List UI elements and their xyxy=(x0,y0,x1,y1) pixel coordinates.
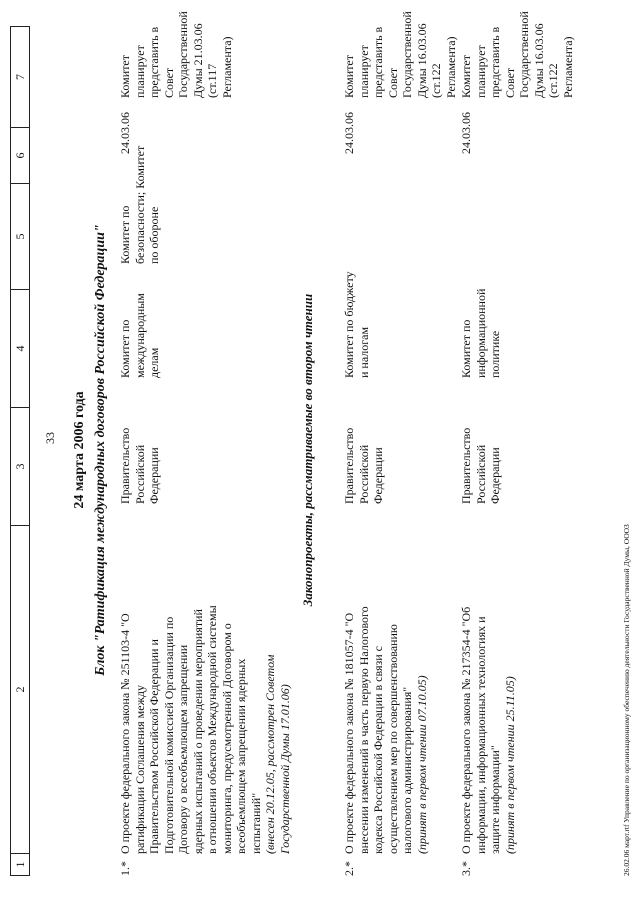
date-cell: 24.03.06 xyxy=(118,112,132,154)
bill-note: (принят в первом чтении 07.10.05) xyxy=(414,675,429,854)
row-number: 2.* xyxy=(342,861,356,876)
column-header-row xyxy=(10,26,30,876)
initiator: Правительство Российской Федерации xyxy=(342,427,385,504)
date-heading: 24 марта 2006 года xyxy=(72,391,87,509)
status-note: Комитет планирует представить в Совет Государственной Думы 16.03.06 (ст.122 Регламента) xyxy=(342,11,458,98)
co-committee: Комитет по безопасности; Комитет по обороне xyxy=(118,145,161,264)
bill-description xyxy=(118,604,292,854)
responsible-committee: Комитет по бюджету и налогам xyxy=(342,271,371,378)
bill-title: О проекте федерального закона № 251103-4 "О ратификации Соглашения между Правительством Российской Федерации и Подготовительной комиссией Организации по Договору о всеобъемлющем запрещении ядерных испытаний о проведении мероприятий в отношении объектов Международной системы мониторинга, предусмотренной Договором о всеобъемлющем запрещении ядерных испытаний" xyxy=(118,605,263,854)
bill-description xyxy=(342,604,429,854)
column-header: 6 xyxy=(11,127,29,183)
column-header: 3 xyxy=(11,407,29,525)
responsible-committee: Комитет по международным делам xyxy=(118,293,161,378)
column-header: 7 xyxy=(12,74,27,80)
date-cell: 24.03.06 xyxy=(459,112,473,154)
column-header: 4 xyxy=(11,289,29,407)
initiator: Правительство Российской Федерации xyxy=(118,427,161,504)
row-number: 1.* xyxy=(118,861,132,876)
page-number: 33 xyxy=(43,432,57,444)
row-number: 3.* xyxy=(459,861,473,876)
bill-title: О проекте федерального закона № 217354-4 "Об информации, информационных технологиях и защите информации" xyxy=(459,606,502,854)
initiator: Правительство Российской Федерации xyxy=(459,427,502,504)
bill-description xyxy=(459,604,517,854)
responsible-committee: Комитет по информационной политике xyxy=(459,288,502,378)
column-header: 2 xyxy=(11,525,29,853)
date-cell: 24.03.06 xyxy=(342,112,356,154)
bill-note: (внесен 20.12.05, рассмотрен Советом Государственной Думы 17.01.06) xyxy=(263,654,292,854)
bill-note: (принят в первом чтении 25.11.05) xyxy=(502,676,517,854)
bill-title: О проекте федерального закона № 181057-4 "О внесении изменений в часть первую Налогового кодекса Российской Федерации в связи с осуществлением мер по совершенствованию налогового администрирования" xyxy=(342,606,414,854)
status-note: Комитет планирует представить в Совет Государственной Думы 16.03.06 (ст.122 Регламента) xyxy=(459,11,575,98)
column-header: 5 xyxy=(11,183,29,289)
column-header: 1 xyxy=(11,853,29,875)
status-note: Комитет планирует представить в Совет Государственной Думы 21.03.06 (ст.117 Регламента) xyxy=(118,11,234,98)
section-title: Законопроекты, рассматриваемые во втором чтении xyxy=(300,293,315,607)
footer: 26.02.06 март.rtf Управление по организационному обеспечению деятельности Государственной Думы, ООО3 xyxy=(622,524,631,876)
block-title: Блок "Ратификация международных договоров Российской Федерации" xyxy=(93,224,108,676)
